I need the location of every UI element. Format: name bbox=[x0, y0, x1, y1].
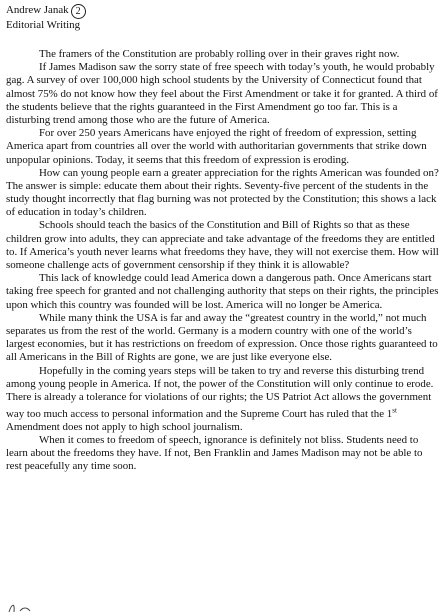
document-header bbox=[6, 4, 86, 32]
author-name: Andrew Janak bbox=[6, 4, 69, 16]
paragraph-7: While many think the USA is far and away the “greatest country in the world,” not much separates us from the rest of the world. Germany is a modern country with one of the world’s largest economies, but it has restrictions on freedom of expression. Once those rights guaranteed to all Americans in the Bill of Rights are gone, we are just like everyone else. bbox=[6, 311, 438, 364]
course-title: Editorial Writing bbox=[6, 19, 81, 31]
page-number: 2 bbox=[71, 4, 86, 19]
paragraph-1: The framers of the Constitution are probably rolling over in their graves right now. bbox=[39, 48, 400, 60]
paragraph-8: Hopefully in the coming years steps will be taken to try and reverse this disturbing trend among young people in America. If not, the power of the Constitution will only continue to erode. There is already a tolerance for violations of our rights; the US Patriot Act allows the government way too much access to personal information and the Supreme Court has ruled that the 1st Amendment does not apply to high school journalism. bbox=[6, 364, 434, 433]
paragraph-9: When it comes to freedom of speech, ignorance is definitely not bliss. Students need to learn about the freedoms they have. If not, Ben Franklin and James Madison may not be able to rest peacefully any time soon. bbox=[6, 434, 423, 473]
paragraph-5: Schools should teach the basics of the Constitution and Bill of Rights so that as these children grow into adults, they can appreciate and take advantage of the freedoms they are entitled to. If America’s youth never learns what freedoms they have, they will not exercise them. How will someone challenge acts of government censorship if they think it is allowable? bbox=[6, 219, 439, 271]
handwritten-mark bbox=[6, 601, 126, 613]
paragraph-4: How can young people earn a greater appreciation for the rights American was founded on? The answer is simple: educate them about their rights. Seventy-five percent of the students in the study thought incorrectly that flag burning was not protected by the Constitution; this shows a lack of education in today’s children. bbox=[6, 166, 439, 219]
paragraph-2: If James Madison saw the sorry state of free speech with today’s youth, he would probably gag. A survey of over 100,000 high school students by the University of Connecticut found that almost 75% do not know how they feel about the First Amendment or take it for granted. A third of the students believe that the rights guaranteed in the First Amendment go too far. This is a disturbing trend among those who are the future of America. bbox=[6, 61, 438, 126]
editorial-body bbox=[6, 48, 439, 474]
paragraph-3: For over 250 years Americans have enjoyed the right of freedom of expression, setting America apart from countries all over the world with authoritarian governments that strike down unpopular opinions. Today, it seems that this freedom of expression is eroding. bbox=[6, 127, 427, 166]
paragraph-6: This lack of knowledge could lead America down a dangerous path. Once Americans start taking free speech for granted and not challenging authority that steps on their rights, the principles upon which this country was founded will be lost. America will no longer be America. bbox=[6, 272, 439, 311]
